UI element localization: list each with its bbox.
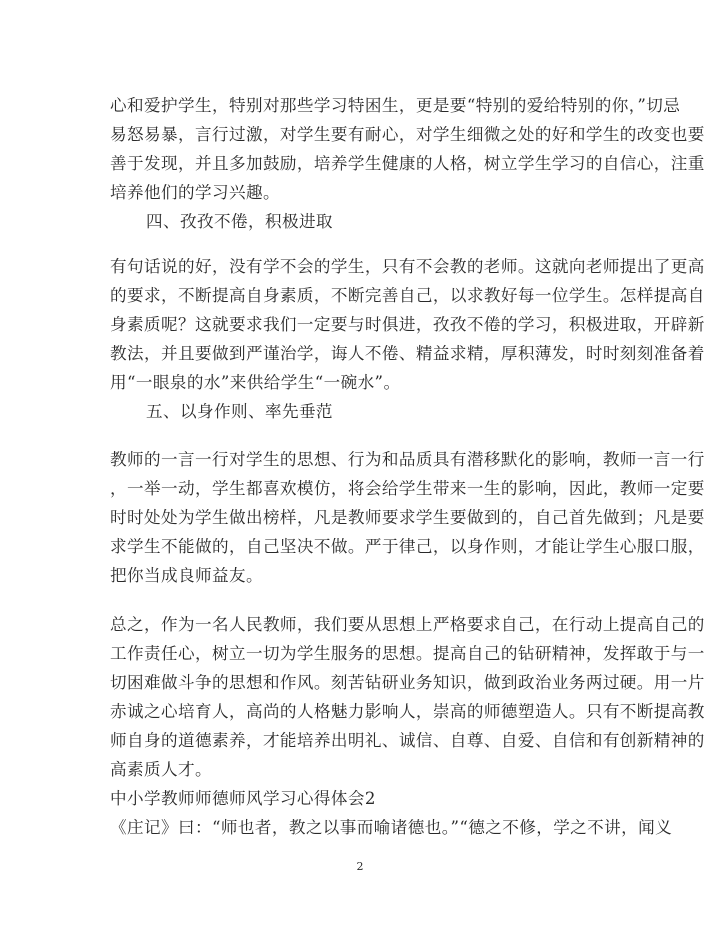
text-line: 求学生不能做的，自己坚决不做。严于律己，以身作则，才能让学生心服口服， <box>110 537 705 556</box>
text-line: 教法，并且要做到严谨治学，诲人不倦、精益求精，厚积薄发，时时刻刻准备着 <box>110 344 705 363</box>
text-line: 把你当成良师益友。 <box>110 566 263 585</box>
text-line: 时时处处为学生做出榜样，凡是教师要求学生要做到的，自己首先做到；凡是要 <box>110 508 705 527</box>
text-line: 的要求，不断提高自身素质，不断完善自己，以求教好每一位学生。怎样提高自 <box>110 286 705 305</box>
text-line: 有句话说的好，没有学不会的学生，只有不会教的老师。这就向老师提出了更高 <box>110 257 705 276</box>
text-line: 易怒易暴，言行过激，对学生要有耐心，对学生细微之处的好和学生的改变也要 <box>110 125 705 144</box>
section-heading: 五、以身作则、率先垂范 <box>146 402 333 421</box>
text-line: 培养他们的学习兴趣。 <box>110 183 280 202</box>
text-line: 身素质呢？这就要求我们一定要与时俱进，孜孜不倦的学习，积极进取，开辟新 <box>110 315 705 334</box>
text-line: 心和爱护学生，特别对那些学习特困生，更是要“特别的爱给特别的你，”切忌 <box>110 96 681 115</box>
section-heading: 四、孜孜不倦，积极进取 <box>146 212 333 231</box>
page-number: 2 <box>356 860 364 873</box>
text-line: 切困难做斗争的思想和作风。刻苦钻研业务知识，做到政治业务两过硬。用一片 <box>110 673 705 692</box>
text-line: 师自身的道德素养，才能培养出明礼、诚信、自尊、自爱、自信和有创新精神的 <box>110 731 705 750</box>
text-line: 教师的一言一行对学生的思想、行为和品质具有潜移默化的影响，教师一言一行 <box>110 450 705 469</box>
text-line: 高素质人才。 <box>110 760 212 779</box>
text-line: 用“一眼泉的水”来供给学生“一碗水”。 <box>110 373 401 392</box>
text-line: 《庄记》曰：“师也者，教之以事而喻诸德也。”“德之不修，学之不讲，闻义 <box>110 818 673 837</box>
text-line: 总之，作为一名人民教师，我们要从思想上严格要求自己，在行动上提高自己的 <box>110 615 705 634</box>
text-line: ，一举一动，学生都喜欢模仿，将会给学生带来一生的影响，因此，教师一定要 <box>110 479 705 498</box>
text-line: 工作责任心，树立一切为学生服务的思想。提高自己的钻研精神，发挥敢于与一 <box>110 644 705 663</box>
text-line: 赤诚之心培育人，高尚的人格魅力影响人，崇高的师德塑造人。只有不断提高教 <box>110 702 705 721</box>
document-subtitle: 中小学教师师德师风学习心得体会2 <box>110 789 376 808</box>
text-line: 善于发现，并且多加鼓励，培养学生健康的人格，树立学生学习的自信心，注重 <box>110 154 705 173</box>
